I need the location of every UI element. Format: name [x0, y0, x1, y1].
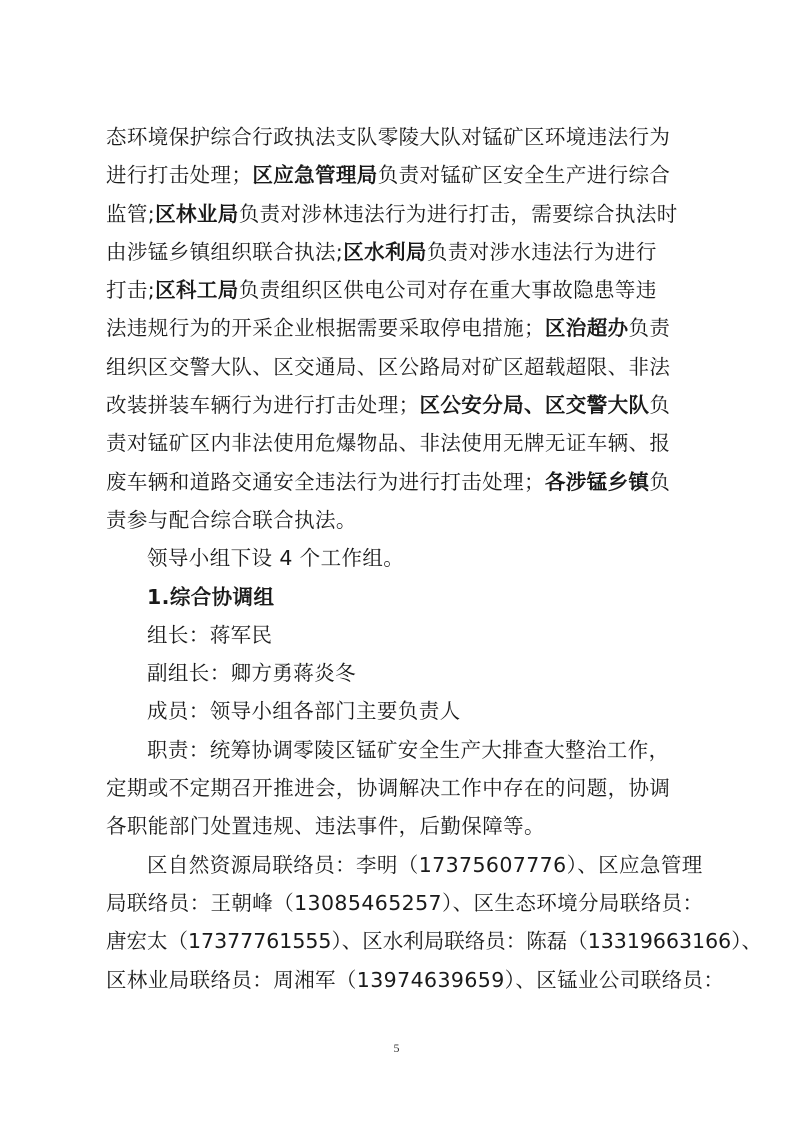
text-line: 打击;区科工局负责组织区供电公司对存在重大事故隐患等违 [106, 278, 657, 303]
text-line: 区林业局联络员：周湘军（13974639659）、区锰业公司联络员： [106, 967, 725, 992]
text-line: 态环境保护综合行政执法支队零陵大队对锰矿区环境违法行为 [106, 125, 671, 149]
group-leader: 组长：蒋军民 [147, 622, 273, 647]
text-line: 定期或不定期召开推进会，协调解决工作中存在的问题，协调 [106, 776, 671, 801]
bold-department-name: 区治超办 [544, 316, 629, 341]
group-liaisons [106, 846, 762, 999]
bold-department-name: 各涉锰乡镇 [544, 469, 650, 494]
text-line: 各职能部门处置违规、违法事件，后勤保障等。 [106, 814, 545, 839]
bold-department-name: 区公安分局、区交警大队 [419, 393, 650, 418]
bold-department-name: 区水利局 [343, 239, 427, 264]
text-line: 由涉锰乡镇组织联合执法;区水利局负责对涉水违法行为进行 [106, 239, 657, 264]
text-line: 监管;区林业局负责对涉林违法行为进行打击，需要综合执法时 [106, 201, 678, 226]
document-body [106, 118, 762, 999]
text-line: 进行打击处理；区应急管理局负责对锰矿区安全生产进行综合 [106, 163, 671, 188]
text-line: 局联络员：王朝峰（13085465257）、区生态环境分局联络员： [106, 890, 704, 915]
working-groups-intro: 领导小组下设 4 个工作组。 [147, 546, 405, 571]
text-line: 废车辆和道路交通安全违法行为进行打击处理；各涉锰乡镇负 [106, 469, 671, 494]
bold-department-name: 区应急管理局 [252, 163, 378, 188]
group-members: 成员：领导小组各部门主要负责人 [147, 699, 461, 724]
text-line: 职责：统筹协调零陵区锰矿安全生产大排查大整治工作， [147, 737, 670, 762]
text-line: 唐宏太（17377761555）、区水利局联络员：陈磊（13319663166）、 [106, 929, 762, 954]
text-line: 改装拼装车辆行为进行打击处理；区公安分局、区交警大队负 [106, 393, 671, 418]
page-number: 5 [393, 1041, 400, 1055]
bold-department-name: 区科工局 [155, 278, 239, 303]
text-line: 区自然资源局联络员：李明（17375607776）、区应急管理 [147, 852, 703, 877]
group-heading: 1.综合协调组 [147, 584, 275, 609]
text-line: 组织区交警大队、区交通局、区公路局对矿区超载超限、非法 [106, 354, 671, 379]
bold-department-name: 区林业局 [155, 201, 239, 226]
group-deputy-leader: 副组长：卿方勇蒋炎冬 [147, 661, 356, 686]
text-line: 责对锰矿区内非法使用危爆物品、非法使用无牌无证车辆、报 [106, 431, 671, 456]
text-line: 责参与配合综合联合执法。 [106, 507, 357, 532]
group-duties [106, 731, 688, 846]
text-line: 法违规行为的开采企业根据需要采取停电措施；区治超办负责 [106, 316, 671, 341]
paragraph-enforcement-duties [106, 118, 688, 539]
